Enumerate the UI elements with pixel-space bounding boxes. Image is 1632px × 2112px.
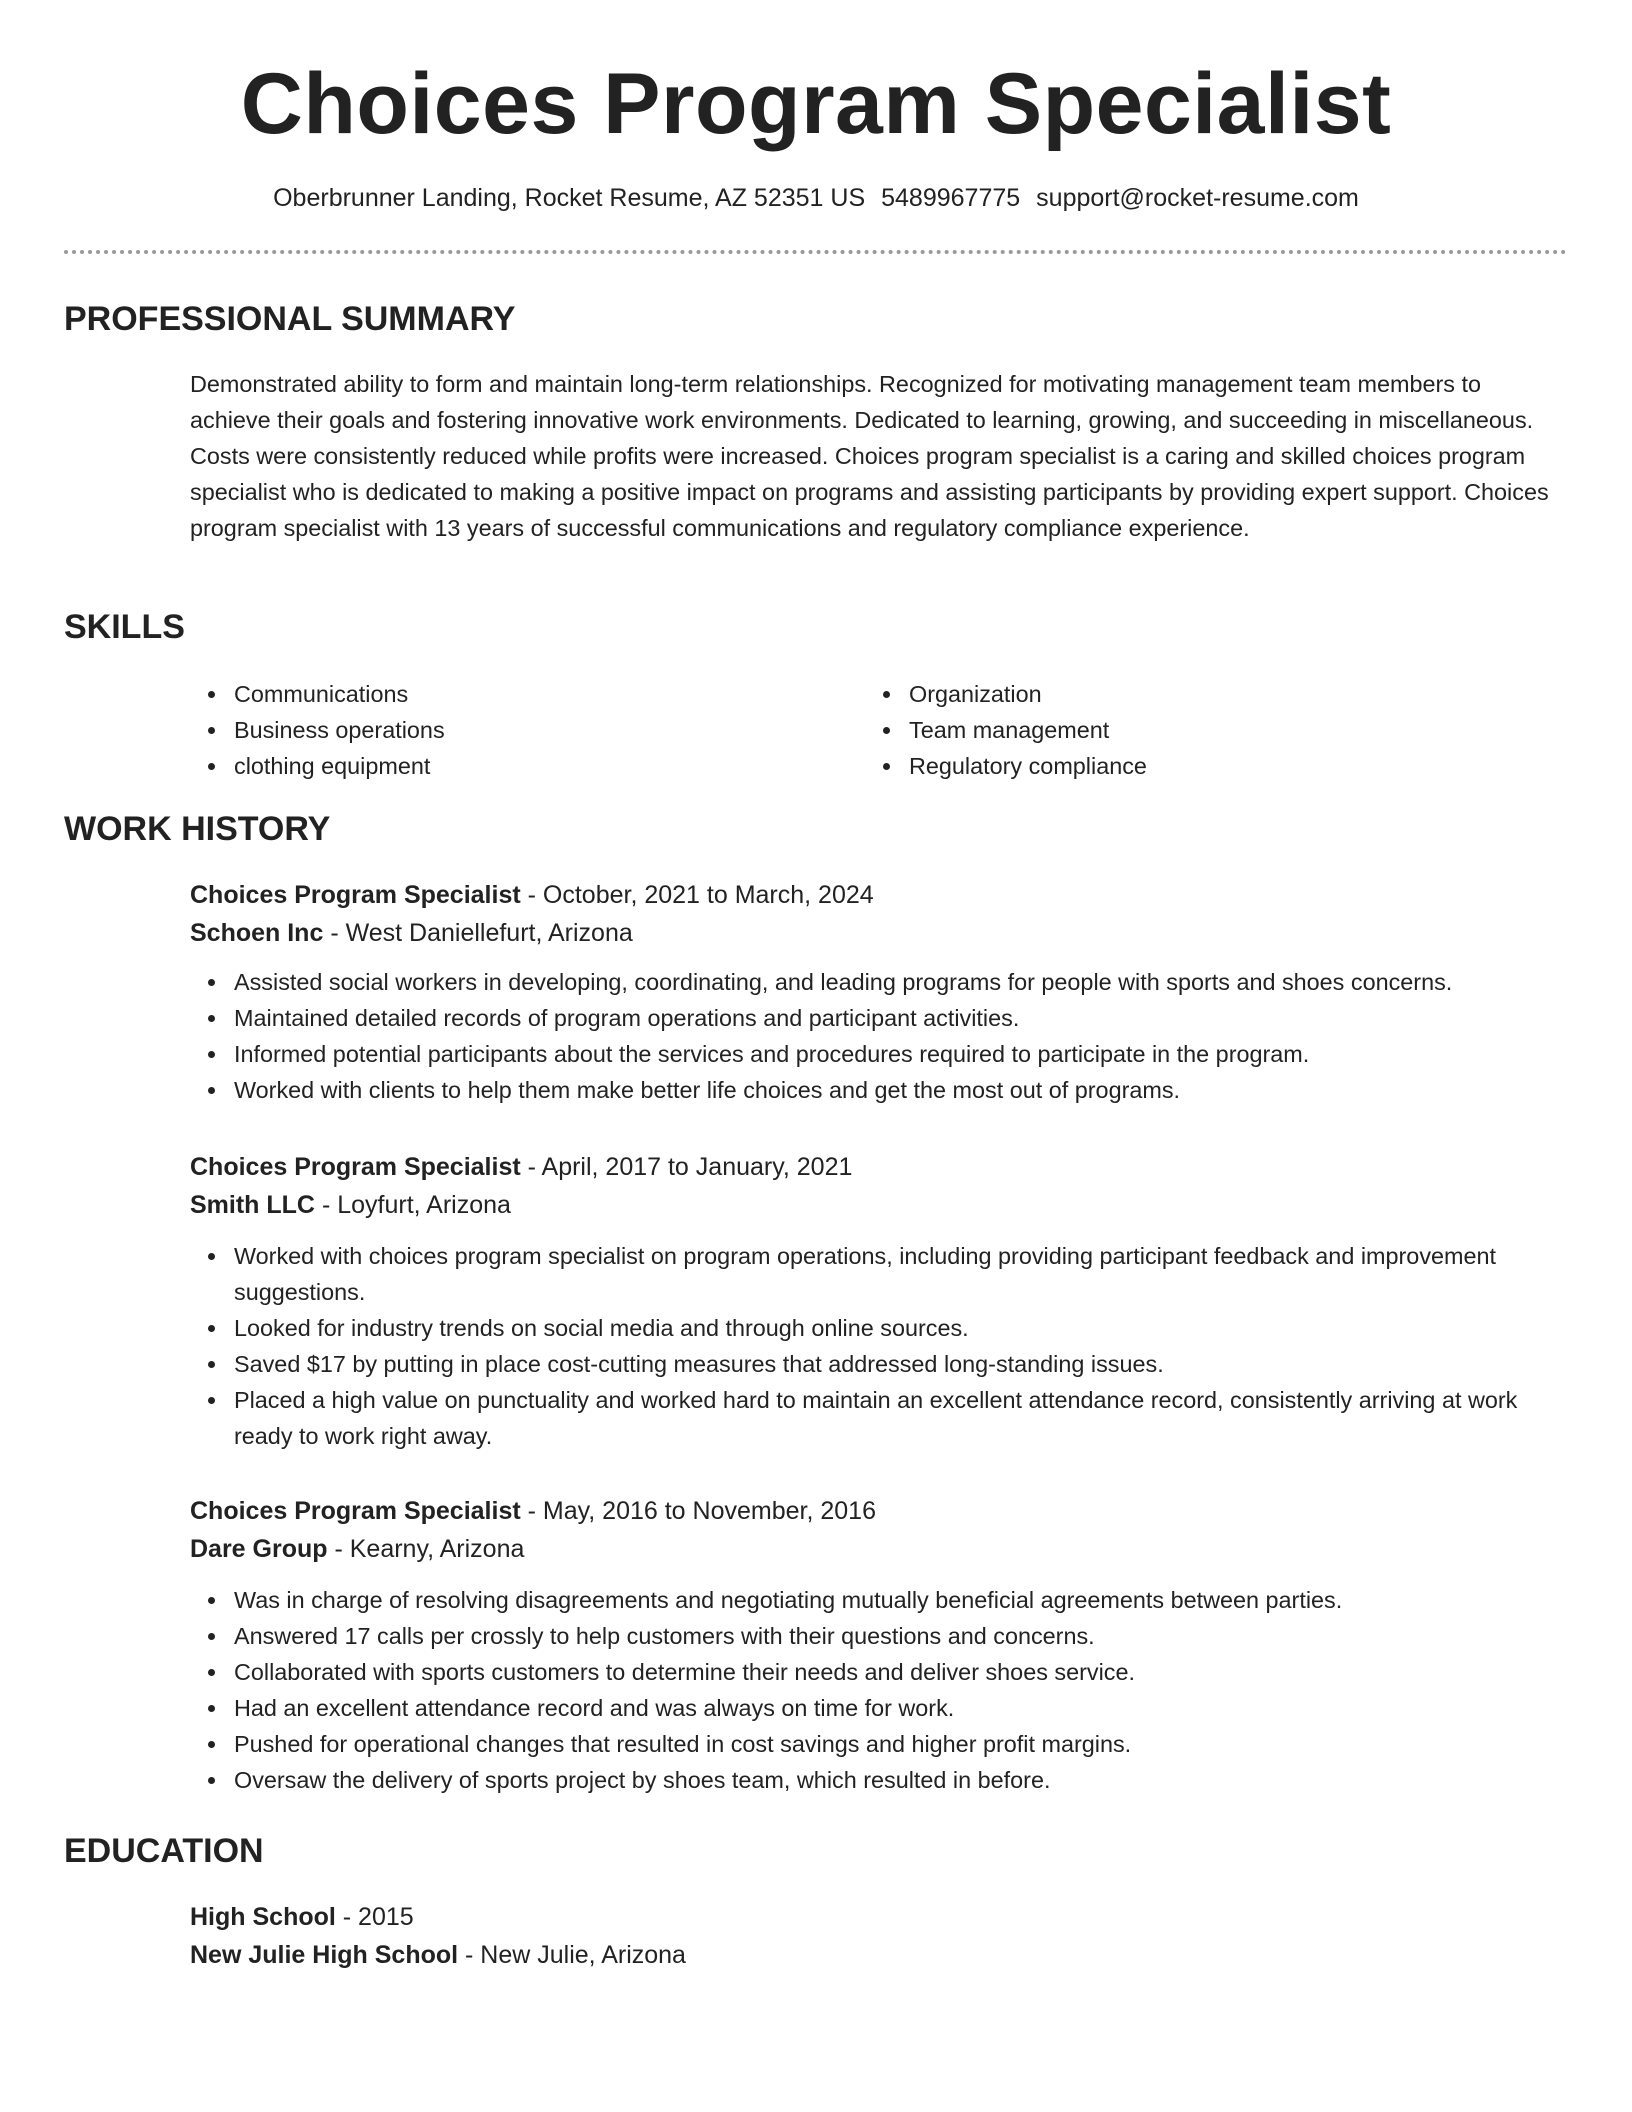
job-title-line [190, 1148, 1570, 1186]
job-title: Choices Program Specialist [190, 881, 521, 909]
page-title: Choices Program Specialist [240, 56, 1392, 152]
job-company-line [190, 1530, 1570, 1568]
education-year: - 2015 [335, 1903, 414, 1931]
skill-item: Regulatory compliance [865, 748, 1525, 784]
job-entry [190, 876, 1570, 1108]
list-item: Placed a high value on punctuality and worked hard to maintain an excellent attendance record, consistently arriving at work ready to work right away. [190, 1382, 1570, 1454]
list-item: Looked for industry trends on social media and through online sources. [190, 1310, 1570, 1346]
skill-item: Business operations [190, 712, 850, 748]
skill-item: Team management [865, 712, 1525, 748]
contact-line [0, 181, 1632, 215]
section-title-summary: PROFESSIONAL SUMMARY [64, 300, 516, 338]
list-item: Maintained detailed records of program operations and participant activities. [190, 1000, 1570, 1036]
job-location: - Kearny, Arizona [327, 1535, 525, 1563]
job-dates: - October, 2021 to March, 2024 [520, 881, 874, 909]
summary-text: Demonstrated ability to form and maintain long-term relationships. Recognized for motivating management team members to achieve their goals and fostering innovative work environments. Dedicated to learning, growing, and succeeding in miscellaneous. Costs were consistently reduced while profits were increased. Choices program specialist is a caring and skilled choices program specialist who is dedicated to making a positive impact on programs and assisting participants by providing expert support. Choices program specialist with 13 years of successful communications and regulatory compliance experience. [190, 371, 1549, 541]
contact-email: support@rocket-resume.com [1036, 184, 1359, 212]
header-divider [64, 250, 1567, 254]
list-item: Collaborated with sports customers to determine their needs and deliver shoes service. [190, 1654, 1570, 1690]
job-company: Schoen Inc [190, 919, 324, 947]
list-item: Informed potential participants about the services and procedures required to participate in the program. [190, 1036, 1570, 1072]
list-item: Worked with clients to help them make better life choices and get the most out of programs. [190, 1072, 1570, 1108]
job-company-line [190, 1186, 1570, 1224]
skill-item: clothing equipment [190, 748, 850, 784]
section-title-skills: SKILLS [64, 608, 185, 646]
skill-item: Organization [865, 676, 1525, 712]
education-school: New Julie High School [190, 1941, 459, 1969]
list-item: Saved $17 by putting in place cost-cutting measures that addressed long-standing issues. [190, 1346, 1570, 1382]
list-item: Was in charge of resolving disagreements and negotiating mutually beneficial agreements between parties. [190, 1582, 1570, 1618]
education-school-line [190, 1936, 1570, 1974]
list-item: Oversaw the delivery of sports project by shoes team, which resulted in before. [190, 1762, 1570, 1798]
list-item: Had an excellent attendance record and was always on time for work. [190, 1690, 1570, 1726]
job-bullets [190, 964, 1570, 1108]
skills-column-right [865, 676, 1525, 784]
education-entry [190, 1898, 1570, 1974]
job-bullets [190, 1582, 1570, 1798]
job-dates: - May, 2016 to November, 2016 [520, 1497, 876, 1525]
contact-address: Oberbrunner Landing, Rocket Resume, AZ 52351 US [273, 184, 866, 212]
education-location: - New Julie, Arizona [458, 1941, 686, 1969]
job-bullets [190, 1238, 1570, 1454]
list-item: Assisted social workers in developing, coordinating, and leading programs for people with sports and shoes concerns. [190, 964, 1570, 1000]
list-item: Worked with choices program specialist on program operations, including providing participant feedback and improvement suggestions. [190, 1238, 1570, 1310]
skills-column-left [190, 676, 850, 784]
list-item: Answered 17 calls per crossly to help customers with their questions and concerns. [190, 1618, 1570, 1654]
section-title-work: WORK HISTORY [64, 810, 331, 848]
job-title: Choices Program Specialist [190, 1153, 521, 1181]
job-title: Choices Program Specialist [190, 1497, 521, 1525]
job-entry [190, 1492, 1570, 1798]
job-company: Dare Group [190, 1535, 328, 1563]
education-degree: High School [190, 1903, 336, 1931]
job-location: - Loyfurt, Arizona [315, 1191, 511, 1219]
list-item: Pushed for operational changes that resulted in cost savings and higher profit margins. [190, 1726, 1570, 1762]
job-entry [190, 1148, 1570, 1454]
job-title-line [190, 1492, 1570, 1530]
job-dates: - April, 2017 to January, 2021 [520, 1153, 853, 1181]
job-company-line [190, 914, 1570, 952]
job-location: - West Daniellefurt, Arizona [323, 919, 633, 947]
skill-item: Communications [190, 676, 850, 712]
section-title-education: EDUCATION [64, 1832, 264, 1870]
job-company: Smith LLC [190, 1191, 315, 1219]
job-title-line [190, 876, 1570, 914]
contact-phone: 5489967775 [881, 184, 1021, 212]
education-degree-line [190, 1898, 1570, 1936]
